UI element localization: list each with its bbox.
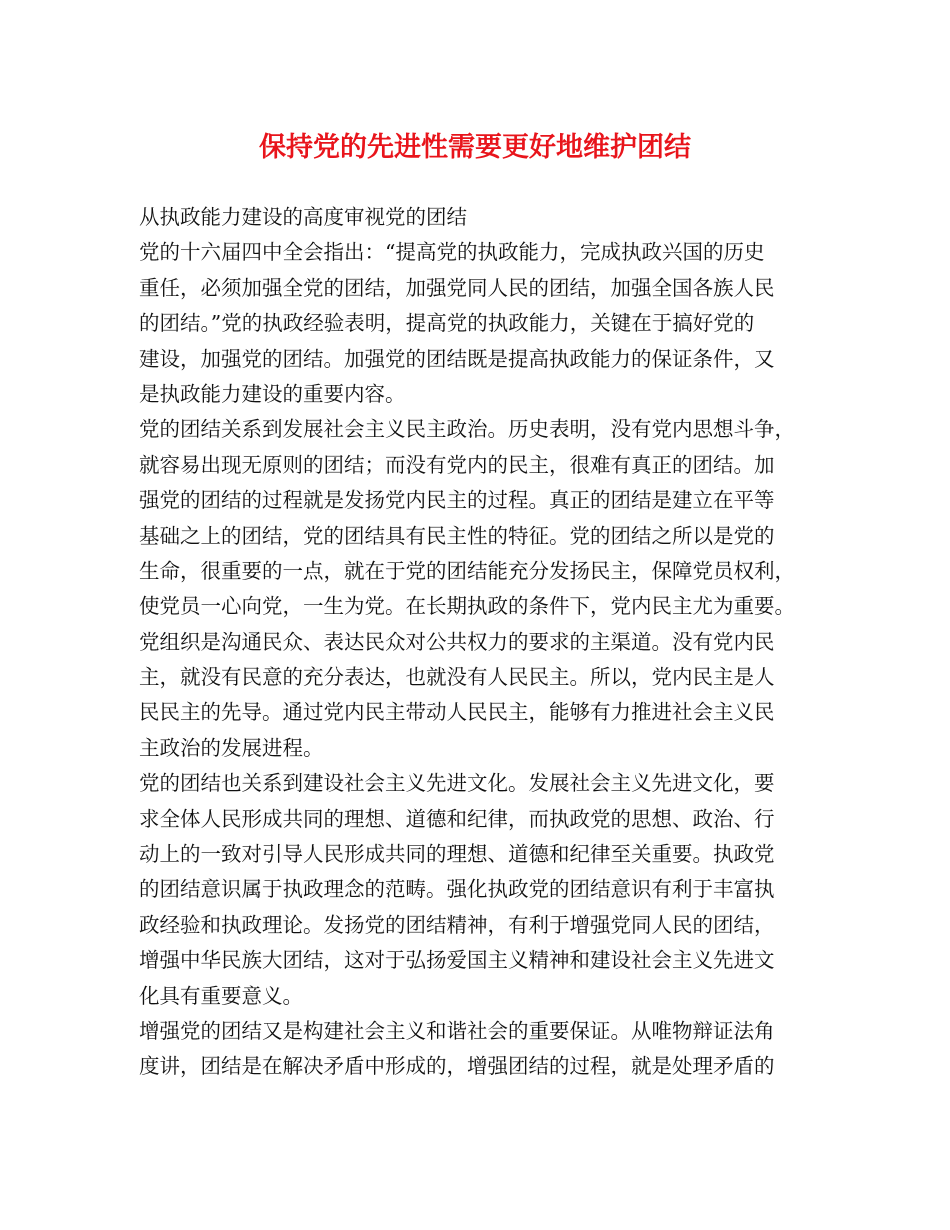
text-line: 强党的团结的过程就是发扬党内民主的过程。真正的团结是建立在平等 [139,488,775,513]
text-line: 主，就没有民意的充分表达，也就没有人民民主。所以，党内民主是人 [139,665,775,690]
text-line: 建设，加强党的团结。加强党的团结既是提高执政能力的保证条件，又 [139,346,775,371]
document-title: 保持党的先进性需要更好地维护团结 [259,132,691,163]
text-line: 的团结意识属于执政理念的范畴。强化执政党的团结意识有利于丰富执 [139,877,775,902]
text-line: 动上的一致对引导人民形成共同的理想、道德和纪律至关重要。执政党 [139,842,775,867]
text-line: 求全体人民形成共同的理想、道德和纪律，而执政党的思想、政治、行 [139,806,775,831]
text-line: 基础之上的团结，党的团结具有民主性的特征。党的团结之所以是党的 [139,523,775,548]
text-line: 民民主的先导。通过党内民主带动人民民主，能够有力推进社会主义民 [139,700,775,725]
text-line: 党组织是沟通民众、表达民众对公共权力的要求的主渠道。没有党内民 [139,629,775,654]
text-line: 增强中华民族大团结，这对于弘扬爱国主义精神和建设社会主义先进文 [139,948,775,973]
text-line: 政经验和执政理论。发扬党的团结精神，有利于增强党同人民的团结， [139,912,775,937]
text-line: 党的团结关系到发展社会主义民主政治。历史表明，没有党内思想斗争， [139,417,795,442]
text-line: 从执政能力建设的高度审视党的团结 [139,205,467,229]
text-line: 就容易出现无原则的团结；而没有党内的民主，很难有真正的团结。加 [139,452,775,477]
text-line: 化具有重要意义。 [139,983,303,1008]
text-line: 重任，必须加强全党的团结，加强党同人民的团结，加强全国各族人民 [139,275,775,300]
document-body [139,200,829,1085]
text-line: 增强党的团结又是构建社会主义和谐社会的重要保证。从唯物辩证法角 [139,1018,775,1043]
text-line: 使党员一心向党，一生为党。在长期执政的条件下，党内民主尤为重要。 [139,594,795,619]
text-line: 是执政能力建设的重要内容。 [139,381,406,406]
text-line: 生命，很重要的一点，就在于党的团结能充分发扬民主，保障党员权利， [139,558,795,583]
text-line: 党的十六届四中全会指出：“提高党的执政能力，完成执政兴国的历史 [139,240,765,265]
text-line: 主政治的发展进程。 [139,735,324,760]
text-line: 的团结。”党的执政经验表明，提高党的执政能力，关键在于搞好党的 [139,311,755,336]
text-line: 度讲，团结是在解决矛盾中形成的，增强团结的过程，就是处理矛盾的 [139,1054,775,1079]
text-line: 党的团结也关系到建设社会主义先进文化。发展社会主义先进文化，要 [139,771,775,796]
